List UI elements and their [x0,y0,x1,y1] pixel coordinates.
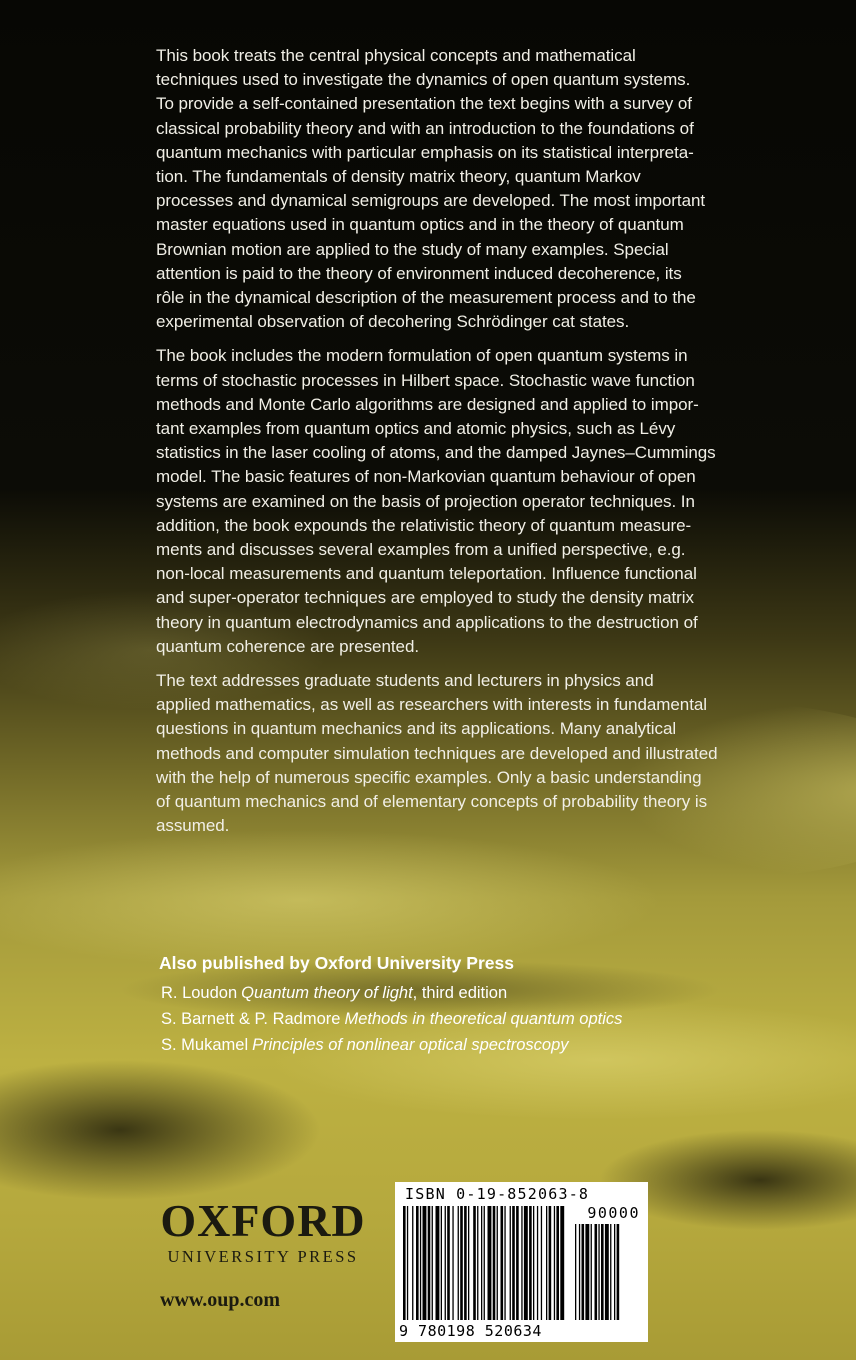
item-suffix: , third edition [412,984,508,1002]
item-title: Quantum theory of light [241,984,413,1002]
barcode-bar [582,1224,585,1320]
barcode-bar [510,1206,511,1320]
barcode-bar [610,1224,611,1320]
barcode-label [395,1182,648,1342]
blurb-line: classical probability theory and with an introduction to the foundations of [156,118,694,138]
blurb-line: assumed. [156,816,230,836]
blurb-line: processes and dynamical semigroups are developed. The most important [156,191,706,211]
blurb-line: of quantum mechanics and of elementary concepts of probability theory is [156,792,708,812]
barcode-bar [403,1206,406,1320]
blurb-line: quantum mechanics with particular emphasis on its statistical interpreta- [156,142,694,162]
barcode-bar [546,1206,547,1320]
barcode-bar [432,1206,433,1320]
barcode-bar [560,1206,564,1320]
barcode-bar [452,1206,453,1320]
blurb-line: master equations used in quantum optics and in the theory of quantum [156,215,684,235]
blurb-line: ments and discusses several examples from a unified perspective, e.g. [156,540,686,560]
blurb-line: The book includes the modern formulation of open quantum systems in [156,346,688,366]
publisher-name: OXFORD [160,1195,366,1246]
blurb-line: This book treats the central physical concepts and mathematical [156,46,636,65]
blurb-line: terms of stochastic processes in Hilbert space. Stochastic wave function [156,370,695,390]
barcode-bar [436,1206,440,1320]
publisher-subname: UNIVERSITY PRESS [167,1247,359,1266]
barcode-bar [412,1206,413,1320]
item-author: S. Barnett & P. Radmore [161,1010,341,1028]
blurb-line: questions in quantum mechanics and its applications. Many analytical [156,719,677,739]
barcode-bar [556,1206,559,1320]
barcode-bar [512,1206,515,1320]
barcode-bar [447,1206,450,1320]
barcode-bar [585,1224,589,1320]
barcode-bar [549,1206,552,1320]
blurb-line: methods and Monte Carlo algorithms are designed and applied to impor- [156,394,699,414]
blurb-line: and super-operator techniques are employed to study the density matrix [156,588,694,608]
barcode-bar [445,1206,446,1320]
barcode-bar [614,1224,615,1320]
barcode-bar [529,1206,532,1320]
barcode-bar [521,1206,522,1320]
blurb-line: techniques used to investigate the dynamics of open quantum systems. [156,70,691,90]
barcode-bar [601,1224,604,1320]
blurb-text [156,44,742,849]
blurb-line: applied mathematics, as well as researchers with interests in fundamental [156,695,708,715]
barcode-bar [416,1206,419,1320]
blurb-line: tant examples from quantum optics and atomic physics, such as Lévy [156,419,676,439]
publisher-logo [158,1195,368,1268]
price-code: 90000 [587,1204,640,1222]
barcode-bar [464,1206,467,1320]
also-published-section [159,950,719,1058]
item-title: Principles of nonlinear optical spectroscopy [252,1036,569,1054]
item-author: S. Mukamel [161,1036,249,1054]
barcode-bar [533,1206,534,1320]
also-published-item [159,980,719,1006]
also-published-item [159,1032,719,1058]
blurb-line: rôle in the dynamical description of the measurement process and to the [156,288,696,308]
barcode-bar [504,1206,505,1320]
barcode-bar [420,1206,421,1320]
blurb-line: experimental observation of decohering Schrödinger cat states. [156,312,630,332]
blurb-paragraph [156,344,742,659]
barcode-bar [501,1206,504,1320]
blurb-line: tion. The fundamentals of density matrix theory, quantum Markov [156,167,641,187]
barcode-bar [524,1206,528,1320]
blurb-line: addition, the book expounds the relativistic theory of quantum measure- [156,515,692,535]
blurb-line: non-local measurements and quantum teleportation. Influence functional [156,564,697,584]
barcode-bar [481,1206,482,1320]
item-title: Methods in theoretical quantum optics [344,1010,623,1028]
blurb-line: The text addresses graduate students and lecturers in physics and [156,671,654,691]
barcode-bar [473,1206,476,1320]
barcode-bar [441,1206,442,1320]
barcode-bar [488,1206,492,1320]
barcode-bar [575,1224,576,1320]
barcode-bar [493,1206,496,1320]
barcode-bar [595,1224,598,1320]
item-author: R. Loudon [161,984,238,1002]
blurb-line: theory in quantum electrodynamics and applications to the destruction of [156,612,698,632]
barcode-bar [554,1206,555,1320]
barcode-bar [428,1206,431,1320]
blurb-line: Brownian motion are applied to the study of many examples. Special [156,239,669,259]
blurb-line: attention is paid to the theory of environment induced decoherence, its [156,263,682,283]
barcode-bar [605,1224,609,1320]
blurb-line: model. The basic features of non-Markovian quantum behaviour of open [156,467,696,487]
barcode-bar [598,1224,599,1320]
barcode-bar [541,1206,542,1320]
barcode-bar [591,1224,592,1320]
barcode-bar [460,1206,463,1320]
barcode-bar [477,1206,478,1320]
isbn-text: ISBN 0-19-852063-8 [405,1185,590,1203]
also-published-heading: Also published by Oxford University Press [159,953,514,973]
barcode-bar [537,1206,538,1320]
ean-digits: 9 780198 520634 [399,1322,542,1340]
barcode-bar [497,1206,498,1320]
blurb-line: To provide a self-contained presentation the text begins with a survey of [156,94,692,114]
also-published-item [159,1006,719,1032]
barcode-bar [484,1206,485,1320]
blurb-paragraph [156,44,742,334]
blurb-paragraph [156,669,742,838]
barcode-bar [516,1206,519,1320]
barcode-bar [407,1206,408,1320]
blurb-line: statistics in the laser cooling of atoms, and the damped Jaynes–Cummings [156,443,716,463]
blurb-line: with the help of numerous specific examples. Only a basic understanding [156,767,702,787]
blurb-line: systems are examined on the basis of projection operator techniques. In [156,491,695,511]
publisher-url: www.oup.com [160,1289,281,1311]
barcode-bar [468,1206,469,1320]
barcode-bar [423,1206,427,1320]
blurb-line: quantum coherence are presented. [156,636,420,656]
barcode-bar [458,1206,459,1320]
barcode-bar [579,1224,580,1320]
blurb-line: methods and computer simulation techniques are developed and illustrated [156,743,718,763]
barcode-bar [617,1224,620,1320]
